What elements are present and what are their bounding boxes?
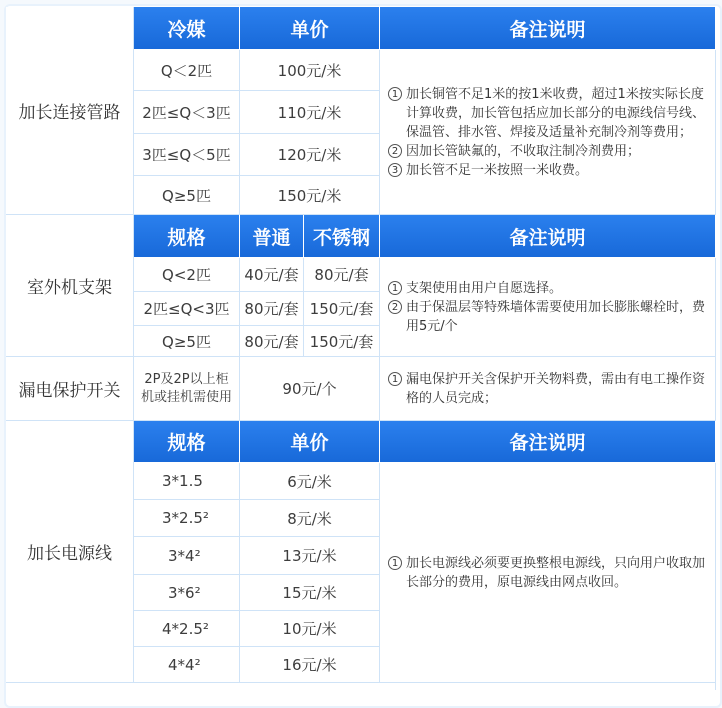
cable-row-spec: 3*1.5 xyxy=(134,463,240,500)
cable-row-spec: 4*4² xyxy=(134,647,240,683)
cable-header-notes: 备注说明 xyxy=(380,421,716,463)
cable-category: 加长电源线 xyxy=(6,421,134,683)
cable-header-spec: 规格 xyxy=(134,421,240,463)
bracket-row-steel: 150元/套 xyxy=(304,292,380,326)
circle-number-icon: 3 xyxy=(388,163,402,177)
pipe-note-text: 加长管不足一米按照一米收费。 xyxy=(406,162,589,178)
bracket-row-spec: Q≥5匹 xyxy=(134,326,240,357)
cable-row-spec: 4*2.5² xyxy=(134,611,240,647)
cable-row-price: 10元/米 xyxy=(240,611,380,647)
pipe-row-spec: Q＜2匹 xyxy=(134,50,240,91)
pipe-row-price: 120元/米 xyxy=(240,134,380,176)
switch-notes xyxy=(380,357,716,421)
pipe-note-text: 因加长管缺氟的，不收取注制冷剂费用； xyxy=(406,143,641,159)
cable-row-price: 8元/米 xyxy=(240,500,380,537)
bracket-row-normal: 40元/套 xyxy=(240,258,304,292)
table-next-row xyxy=(6,683,716,690)
bracket-note-text: 由于保温层等特殊墙体需要使用加长膨胀螺栓时，费用5元/个 xyxy=(406,299,706,334)
pipe-category: 加长连接管路 xyxy=(6,7,134,215)
cable-header-price: 单价 xyxy=(240,421,380,463)
bracket-header-notes: 备注说明 xyxy=(380,215,716,258)
bracket-header-steel: 不锈钢 xyxy=(304,215,380,258)
bracket-row-steel: 150元/套 xyxy=(304,326,380,357)
switch-category: 漏电保护开关 xyxy=(6,357,134,421)
switch-note-text: 漏电保护开关含保护开关物料费，需由有电工操作资格的人员完成； xyxy=(406,371,706,406)
pipe-notes xyxy=(380,50,716,215)
circle-number-icon: 2 xyxy=(388,300,402,314)
circle-number-icon: 1 xyxy=(388,87,402,101)
cable-notes xyxy=(380,463,716,683)
bracket-row-spec: Q<2匹 xyxy=(134,258,240,292)
pipe-row-price: 100元/米 xyxy=(240,50,380,91)
pipe-header-notes: 备注说明 xyxy=(380,7,716,50)
cable-note-text: 加长电源线必须要更换整根电源线，只向用户收取加长部分的费用，原电源线由网点收回。 xyxy=(406,555,706,590)
bracket-notes xyxy=(380,258,716,357)
cable-row-price: 15元/米 xyxy=(240,575,380,611)
bracket-row-normal: 80元/套 xyxy=(240,326,304,357)
switch-spec: 2P及2P以上柜机或挂机需使用 xyxy=(134,357,240,421)
pipe-row-price: 150元/米 xyxy=(240,176,380,215)
cable-row-spec: 3*4² xyxy=(134,537,240,575)
cable-row-price: 13元/米 xyxy=(240,537,380,575)
pipe-row-spec: 2匹≤Q＜3匹 xyxy=(134,91,240,134)
pipe-row-price: 110元/米 xyxy=(240,91,380,134)
bracket-note-text: 支架使用由用户自愿选择。 xyxy=(406,280,563,296)
bracket-row-spec: 2匹≤Q<3匹 xyxy=(134,292,240,326)
pipe-row-spec: 3匹≤Q＜5匹 xyxy=(134,134,240,176)
bracket-category: 室外机支架 xyxy=(6,215,134,357)
circle-number-icon: 1 xyxy=(388,281,402,295)
circle-number-icon: 2 xyxy=(388,144,402,158)
pipe-header-refrigerant: 冷媒 xyxy=(134,7,240,50)
switch-price: 90元/个 xyxy=(240,357,380,421)
bracket-row-normal: 80元/套 xyxy=(240,292,304,326)
bracket-row-steel: 80元/套 xyxy=(304,258,380,292)
circle-number-icon: 1 xyxy=(388,372,402,386)
pipe-note-text: 加长铜管不足1米的按1米收费，超过1米按实际长度计算收费，加长管包括应加长部分的电源线信号线、保温管、排水管、焊接及适量补充制冷剂等费用； xyxy=(406,86,706,140)
cable-row-spec: 3*2.5² xyxy=(134,500,240,537)
circle-number-icon: 1 xyxy=(388,556,402,570)
bracket-header-spec: 规格 xyxy=(134,215,240,258)
cable-row-price: 16元/米 xyxy=(240,647,380,683)
cable-row-spec: 3*6² xyxy=(134,575,240,611)
bracket-header-normal: 普通 xyxy=(240,215,304,258)
pipe-row-spec: Q≥5匹 xyxy=(134,176,240,215)
pipe-header-price: 单价 xyxy=(240,7,380,50)
cable-row-price: 6元/米 xyxy=(240,463,380,500)
